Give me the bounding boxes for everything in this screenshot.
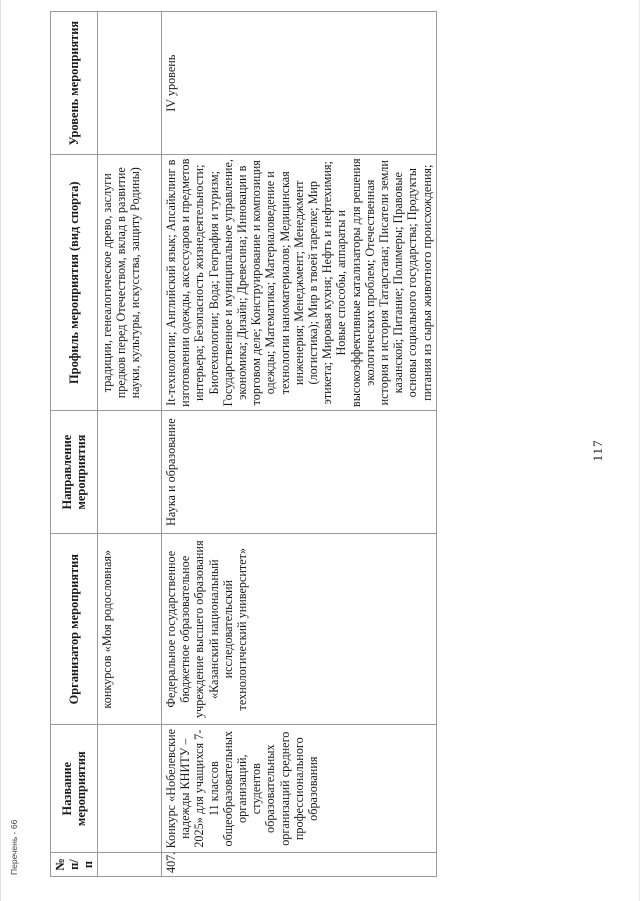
table-row bbox=[162, 12, 437, 877]
cell-organizer: Федеральное государственное бюджетное образовательное учреждение высшего образования «Казанский национальный исследовательский технологический университет» bbox=[162, 534, 437, 725]
page-number: 117 bbox=[590, 439, 605, 462]
table-header-row bbox=[51, 12, 98, 877]
header-direction: Направление мероприятия bbox=[51, 411, 98, 534]
cell-organizer: конкурсов «Моя родословная» bbox=[98, 534, 162, 725]
header-organizer: Организатор мероприятия bbox=[51, 534, 98, 725]
events-table bbox=[50, 11, 437, 877]
cell-event-name: Конкурс «Нобелевские надежды КНИТУ – 2025» для учащихся 7-11 классов общеобразовательных организаций, студентов образовательных организаций среднего профессионального образования bbox=[162, 725, 437, 853]
cell-direction: Наука и образование bbox=[162, 411, 437, 534]
header-number: № п/п bbox=[51, 853, 98, 877]
header-event-name: Название мероприятия bbox=[51, 725, 98, 853]
cell-direction bbox=[98, 411, 162, 534]
cell-level bbox=[98, 12, 162, 155]
header-profile: Профиль мероприятия (вид спорта) bbox=[51, 155, 98, 411]
footer-note: Перечень - 66 bbox=[9, 819, 19, 875]
cell-level: IV уровень bbox=[162, 12, 437, 155]
cell-event-name bbox=[98, 725, 162, 853]
table-row bbox=[98, 12, 162, 877]
cell-profile: It-технологии; Английский язык; Апсайклинг в изготовлении одежды, аксессуаров и предметов интерьера; Безопасность жизнедеятельности; Биотехнологии; Вода; География и туризм; Государственное и муниципальное управление, экономика; Дизайн; Древесина; Инновации в торговом деле; Конструирование и композиция одежды; Математика; Материаловедение и технологии наноматериалов; Медицинская инженерия; Менеджмент; Менеджмент (логистика); Мир в твоей тарелке; Мир этикета; Мировая кухня; Нефть и нефтехимия; Новые способы, аппараты и высокоэффективные катализаторы для решения экологических проблем; Отечественная история и история Татарстана; Писатели земли казанской; Питание; Полимеры; Правовые основы социального государства; Продукты питания из сырья животного происхождения; bbox=[162, 155, 437, 411]
header-level: Уровень мероприятия bbox=[51, 12, 98, 155]
cell-profile: традиции, генеалогическое древо, заслуги предков перед Отечеством, вклад в развитие науки, культуры, искусства, защиту Родины) bbox=[98, 155, 162, 411]
cell-number bbox=[98, 853, 162, 877]
cell-number: 407. bbox=[162, 853, 437, 877]
